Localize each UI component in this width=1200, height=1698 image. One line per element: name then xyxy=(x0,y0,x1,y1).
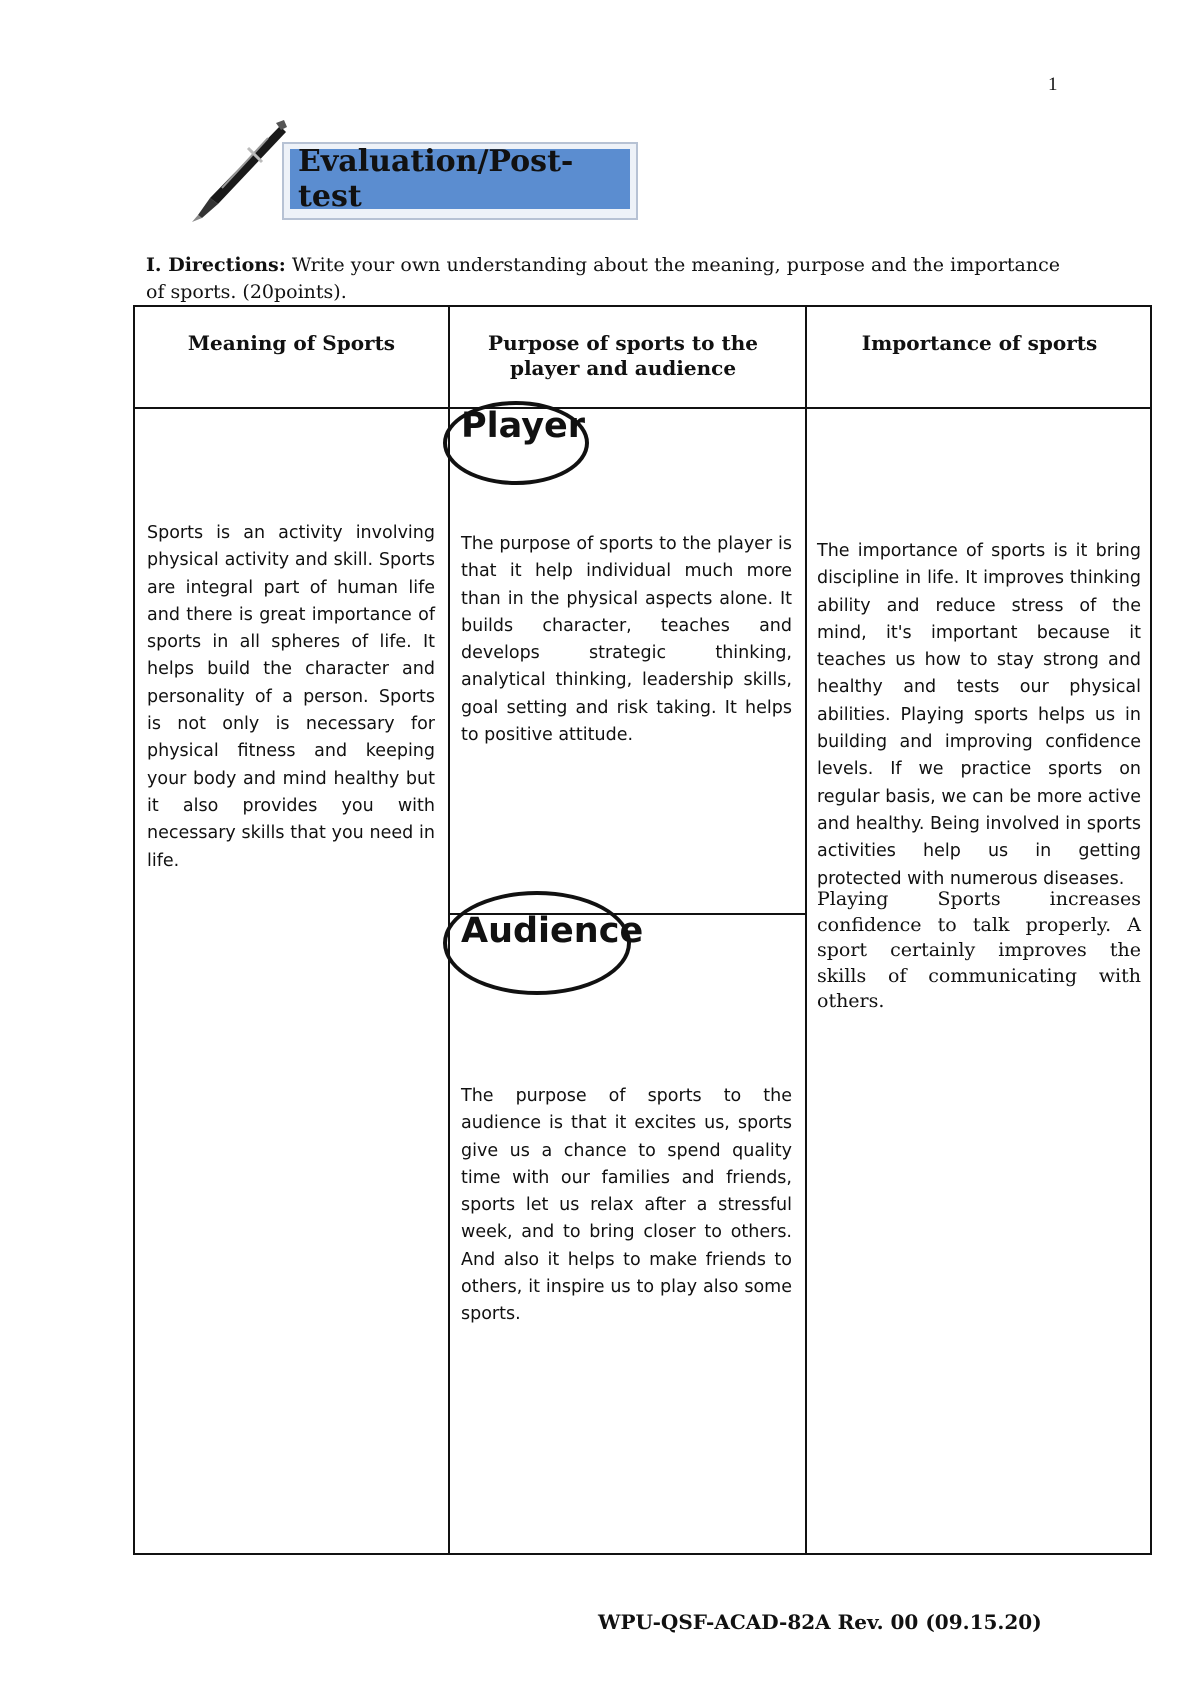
page-title: Evaluation/Post-test xyxy=(290,149,630,209)
answer-table xyxy=(133,305,1152,1555)
column-header-meaning: Meaning of Sports xyxy=(187,331,396,355)
audience-text: The purpose of sports to the audience is that it excites us, sports give us a chance to spend quality time with our families and friends, sports let us relax after a stressful week, and to bring closer to others. And also it helps to make friends to others, it inspire us to play also some sports. xyxy=(461,1086,792,1325)
audience-label: Audience xyxy=(461,911,644,951)
directions-lead: I. Directions: xyxy=(146,254,286,276)
page-number: 1 xyxy=(1048,74,1058,95)
pen-icon xyxy=(188,118,288,223)
column-header-importance: Importance of sports xyxy=(861,331,1098,355)
directions xyxy=(146,252,1060,306)
header-divider xyxy=(135,407,1150,409)
meaning-text: Sports is an activity involving physical activity and skill. Sports are integral part of human life and there is great importance of sports in all spheres of life. It helps build the character and personality of a person. Sports is not only is necessary for physical fitness and keeping your body and mind healthy but it also provides you with necessary skills that you need in life. xyxy=(147,523,435,871)
title-box xyxy=(282,142,638,220)
player-label: Player xyxy=(461,406,586,446)
directions-text: Write your own understanding about the meaning, purpose and the importance of sports. (20points). xyxy=(146,254,1060,303)
document-code: WPU-QSF-ACAD-82A Rev. 00 (09.15.20) xyxy=(598,1610,1042,1634)
importance-text: The importance of sports is it bring discipline in life. It improves thinking ability and reduce stress of the mind, it's important because it teaches us how to stay strong and healthy and tests our physical abilities. Playing sports helps us in building and improving confidence levels. If we practice sports on regular basis, we can be more active and healthy. Being involved in sports activities help us in getting protected with numerous diseases. xyxy=(817,541,1141,889)
importance-text-continued: Playing Sports increases confidence to talk properly. A sport certainly improves the skills of communicating with others. xyxy=(817,888,1141,1012)
column-header-purpose: Purpose of sports to the player and audience xyxy=(488,331,758,380)
column-divider xyxy=(805,307,807,1553)
player-text: The purpose of sports to the player is that it help individual much more than in the physical aspects alone. It builds character, teaches and develops strategic thinking, analytical thinking, leadership skills, goal setting and risk taking. It helps to positive attitude. xyxy=(461,534,792,746)
